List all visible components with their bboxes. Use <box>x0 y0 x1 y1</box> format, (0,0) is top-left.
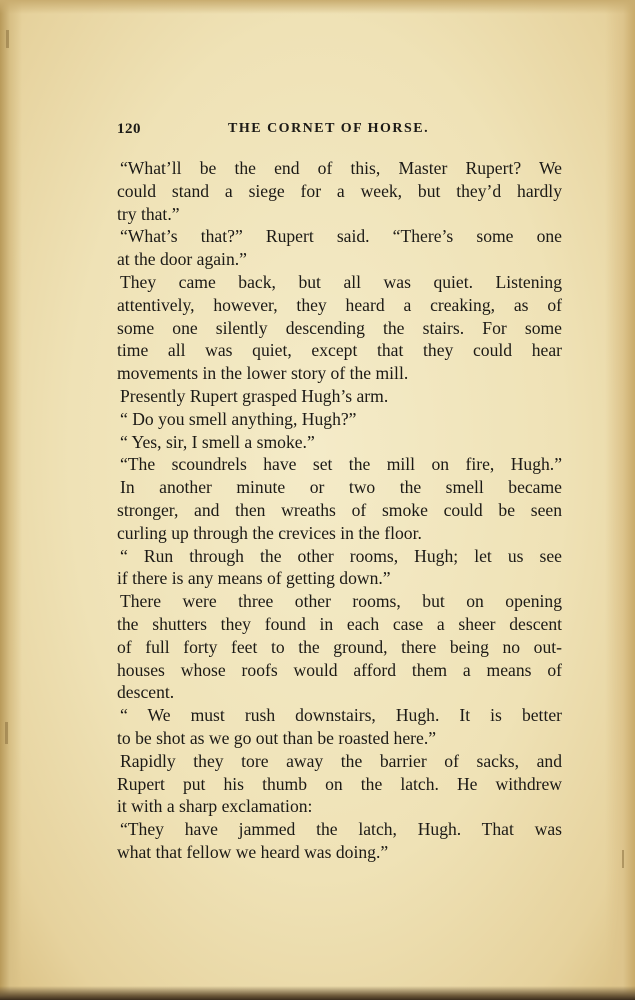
text-line: “ We must rush downstairs, Hugh. It is better <box>120 705 562 726</box>
text-line: some one silently descending the stairs. For some <box>117 317 562 338</box>
text-line: “What’s that?” Rupert said. “There’s some one <box>120 226 562 247</box>
text-line: what that fellow we heard was doing.” <box>117 841 389 862</box>
page-right-edge <box>605 0 635 1000</box>
text-line: “ Run through the other rooms, Hugh; let us see <box>120 545 562 566</box>
text-line: to be shot as we go out than be roasted here.” <box>117 727 437 748</box>
text-line: curling up through the crevices in the floor. <box>117 522 422 543</box>
paper-blemish <box>6 30 9 48</box>
page-top-edge <box>0 0 635 14</box>
text-line: Rapidly they tore away the barrier of sacks, and <box>120 750 562 771</box>
text-line: Presently Rupert grasped Hugh’s arm. <box>120 385 389 406</box>
text-line: at the door again.” <box>117 249 247 270</box>
text-line: descent. <box>117 682 175 703</box>
text-line: movements in the lower story of the mill. <box>117 363 409 384</box>
text-line: time all was quiet, except that they could hear <box>117 340 562 361</box>
text-line: They came back, but all was quiet. Listening <box>120 271 562 292</box>
page-bottom-edge <box>0 986 635 1000</box>
text-line: of full forty feet to the ground, there being no out- <box>117 636 562 657</box>
page-number: 120 <box>117 121 141 137</box>
text-line: There were three other rooms, but on opening <box>120 591 562 612</box>
text-line: try that.” <box>117 203 180 224</box>
text-line: could stand a siege for a week, but they’d hardly <box>117 180 562 201</box>
text-line: “ Yes, sir, I smell a smoke.” <box>120 431 315 452</box>
body-text <box>117 157 562 864</box>
paper-blemish <box>5 722 8 744</box>
text-line: stronger, and then wreaths of smoke could be seen <box>117 499 562 520</box>
text-line: “ Do you smell anything, Hugh?” <box>120 408 357 429</box>
paper-blemish <box>622 850 624 868</box>
text-line: “The scoundrels have set the mill on fire, Hugh.” <box>120 454 562 475</box>
running-header <box>117 121 562 141</box>
text-line: it with a sharp exclamation: <box>117 796 313 817</box>
text-line: Rupert put his thumb on the latch. He withdrew <box>117 773 562 794</box>
text-line: houses whose roofs would afford them a means of <box>117 659 562 680</box>
text-line: In another minute or two the smell became <box>120 477 562 498</box>
text-line: the shutters they found in each case a sheer descent <box>117 613 562 634</box>
running-title: THE CORNET OF HORSE. <box>228 121 430 136</box>
text-line: “What’ll be the end of this, Master Rupert? We <box>120 158 562 178</box>
text-line: if there is any means of getting down.” <box>117 568 391 589</box>
text-line: “They have jammed the latch, Hugh. That was <box>120 819 562 840</box>
text-line: attentively, however, they heard a creaking, as of <box>117 294 562 315</box>
page-left-edge <box>0 0 22 1000</box>
